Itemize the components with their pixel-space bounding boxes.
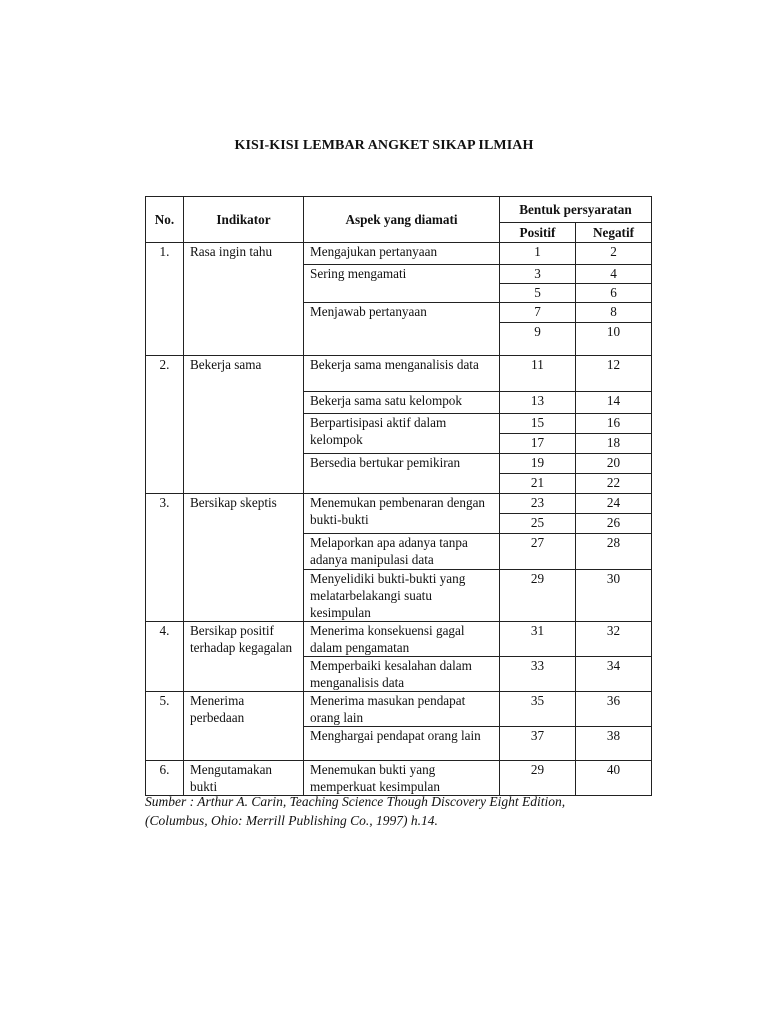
row-positif: 21: [500, 474, 576, 494]
row-positif: 29: [500, 761, 576, 796]
row-no: 5.: [146, 692, 184, 761]
row-positif: 27: [500, 534, 576, 570]
header-negatif: Negatif: [576, 223, 652, 243]
row-positif: 17: [500, 434, 576, 454]
row-negatif: 10: [576, 323, 652, 356]
header-aspek: Aspek yang diamati: [304, 197, 500, 243]
row-positif: 1: [500, 243, 576, 265]
row-indikator: Rasa ingin tahu: [184, 243, 304, 356]
table-row: [146, 243, 652, 265]
row-positif: 25: [500, 514, 576, 534]
kisi-kisi-table: [145, 196, 652, 796]
row-aspek: Memperbaiki kesalahan dalam menganalisis data: [304, 657, 500, 692]
header-bentuk: Bentuk persyaratan: [500, 197, 652, 223]
row-aspek: Menghargai pendapat orang lain: [304, 727, 500, 761]
row-aspek: Menerima konsekuensi gagal dalam pengamatan: [304, 622, 500, 657]
source-line-1: Sumber : Arthur A. Carin, Teaching Science Though Discovery Eight Edition,: [145, 794, 566, 809]
row-negatif: 18: [576, 434, 652, 454]
table-row: [146, 356, 652, 392]
row-positif: 9: [500, 323, 576, 356]
row-aspek: Melaporkan apa adanya tanpa adanya manipulasi data: [304, 534, 500, 570]
header-no: No.: [146, 197, 184, 243]
row-negatif: 14: [576, 392, 652, 414]
table-row: [146, 692, 652, 727]
row-negatif: 8: [576, 303, 652, 323]
row-positif: 3: [500, 265, 576, 284]
source-citation: [145, 792, 665, 830]
row-aspek: Menjawab pertanyaan: [304, 303, 500, 356]
table-row: [146, 494, 652, 514]
header-row: [146, 197, 652, 223]
document-title: KISI-KISI LEMBAR ANGKET SIKAP ILMIAH: [234, 138, 534, 153]
row-negatif: 2: [576, 243, 652, 265]
row-negatif: 34: [576, 657, 652, 692]
row-aspek: Bekerja sama satu kelompok: [304, 392, 500, 414]
row-no: 1.: [146, 243, 184, 356]
row-positif: 33: [500, 657, 576, 692]
row-negatif: 12: [576, 356, 652, 392]
row-indikator: Mengutamakan bukti: [184, 761, 304, 796]
row-negatif: 6: [576, 284, 652, 303]
header-positif: Positif: [500, 223, 576, 243]
row-aspek: Bekerja sama menganalisis data: [304, 356, 500, 392]
row-negatif: 40: [576, 761, 652, 796]
row-negatif: 20: [576, 454, 652, 474]
row-negatif: 4: [576, 265, 652, 284]
row-aspek: Menemukan pembenaran dengan bukti-bukti: [304, 494, 500, 534]
row-indikator: Bersikap positif terhadap kegagalan: [184, 622, 304, 692]
source-line-2: (Columbus, Ohio: Merrill Publishing Co., 1997) h.14.: [145, 813, 438, 828]
row-aspek: Menerima masukan pendapat orang lain: [304, 692, 500, 727]
row-indikator: Bersikap skeptis: [184, 494, 304, 622]
row-negatif: 28: [576, 534, 652, 570]
row-negatif: 36: [576, 692, 652, 727]
row-negatif: 38: [576, 727, 652, 761]
row-aspek: Bersedia bertukar pemikiran: [304, 454, 500, 494]
row-indikator: Bekerja sama: [184, 356, 304, 494]
row-aspek: Sering mengamati: [304, 265, 500, 303]
row-aspek: Menemukan bukti yang memperkuat kesimpulan: [304, 761, 500, 796]
row-positif: 23: [500, 494, 576, 514]
row-negatif: 24: [576, 494, 652, 514]
row-negatif: 30: [576, 570, 652, 622]
row-negatif: 22: [576, 474, 652, 494]
header-indikator: Indikator: [184, 197, 304, 243]
row-positif: 35: [500, 692, 576, 727]
row-positif: 31: [500, 622, 576, 657]
row-no: 2.: [146, 356, 184, 494]
row-negatif: 32: [576, 622, 652, 657]
row-negatif: 26: [576, 514, 652, 534]
row-no: 6.: [146, 761, 184, 796]
row-positif: 15: [500, 414, 576, 434]
row-aspek: Menyelidiki bukti-bukti yang melatarbelakangi suatu kesimpulan: [304, 570, 500, 622]
row-positif: 7: [500, 303, 576, 323]
row-no: 4.: [146, 622, 184, 692]
row-negatif: 16: [576, 414, 652, 434]
row-positif: 11: [500, 356, 576, 392]
row-positif: 5: [500, 284, 576, 303]
row-aspek: Berpartisipasi aktif dalam kelompok: [304, 414, 500, 454]
row-positif: 19: [500, 454, 576, 474]
table-row: [146, 622, 652, 657]
row-aspek: Mengajukan pertanyaan: [304, 243, 500, 265]
row-positif: 13: [500, 392, 576, 414]
row-positif: 29: [500, 570, 576, 622]
row-no: 3.: [146, 494, 184, 622]
row-indikator: Menerima perbedaan: [184, 692, 304, 761]
row-positif: 37: [500, 727, 576, 761]
table-row: [146, 761, 652, 796]
